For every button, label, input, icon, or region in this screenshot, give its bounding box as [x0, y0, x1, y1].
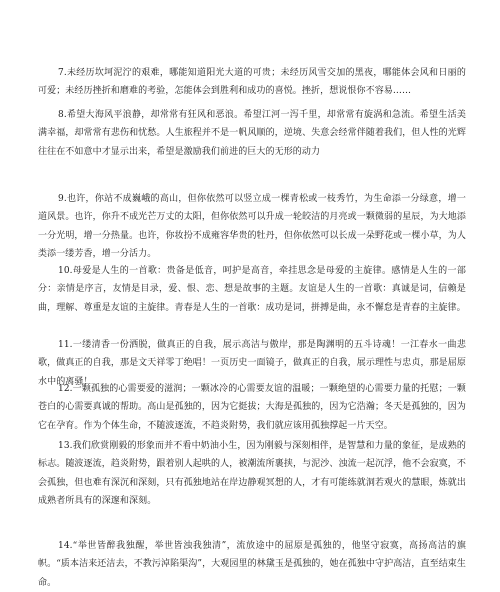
paragraph-text: 未经历坎坷泥泞的艰难，哪能知道阳光大道的可贵；未经历风雪交加的黑夜，哪能体会风和日丽的可爱；未经历挫折和磨难的考验，怎能体会到胜利和成功的喜悦。挫折，想说恨你不容易……	[38, 68, 466, 97]
paragraph-number: 12.	[58, 384, 73, 394]
paragraph-13	[38, 437, 466, 510]
paragraph-text: 一颗孤独的心需要爱的滋润；一颗冰冷的心需要友谊的温暖；一颗绝望的心需要力量的托慰；一颗苍白的心需要真诚的帮助。高山是孤独的，因为它挺拔；大海是孤独的，因为它浩瀚；冬天是孤独的，因为它在孕育。作为个体生命，不随波逐流，不趋炎附势，我们就应该用孤独撑起一片天空。	[38, 384, 466, 431]
paragraph-text: 一缕清香一份洒脱，做真正的自我，展示高洁与傲岸，那是陶渊明的五斗诗魂！一江春水一曲悲歌，做真正的自我，那是文天祥零丁绝唱！一页历史一面镜子，做真正的自我，展示理性与忠贞，那是屈原水中的离骚！	[38, 340, 466, 387]
paragraph-12	[38, 380, 466, 435]
paragraph-number: 13.	[58, 441, 73, 451]
paragraph-10	[38, 262, 466, 317]
paragraph-number: 8.	[58, 110, 67, 120]
paragraph-text: 母爱是人生的一首歌：贵备是低音，呵护是高音，牵挂思念是母爱的主旋律。感情是人生的一部分：亲情是序言，友情是目录，爱、恨、恋、想是故事的主题。友谊是人生的一首歌：真诚是词，信赖是曲，理解、尊重是友谊的主旋律。青春是人生的一首歌：成功是词，拼搏是曲，永不懈怠是青春的主旋律。	[38, 266, 466, 313]
paragraph-text: “举世皆醉我独醒，举世皆浊我独清”，流放途中的屈原是孤独的，他坚守寂寞，高扬高洁的旗帜。“质本洁来还洁去，不教污淖陷渠沟”，大观园里的林黛玉是孤独的，她在孤独中守护高洁，直至结束生命。	[38, 541, 467, 588]
paragraph-number: 7.	[58, 68, 67, 78]
paragraph-text: 我们欣赏刚毅的形象而并不看中奶油小生，因为刚毅与深刻相伴，是智慧和力量的象征，是成熟的标志。随波逐流，趋炎附势，跟着别人起哄的人，被潮流所裹挟，与泥沙、浊流一起沉浮，他不会寂寞，不会孤独，但也难有深沉和深刻，只有孤独地站在岸边静观冥想的人，才有可能练就洞若观火的慧眼，炼就出成熟者所具有的深邃和深刻。	[38, 441, 466, 506]
paragraph-text: 希望大海风平浪静，却常常有狂风和恶浪。希望江河一泻千里，却常常有旋涡和急流。希望生活美满幸福，却常常有悲伤和忧愁。人生旅程并不是一帆风顺的，逆境、失意会经常伴随着我们，但人性的光辉往往在不如意中才显示出来，希望是激励我们前进的巨大的无形的动力	[38, 110, 466, 157]
paragraph-number: 14.	[58, 541, 73, 551]
paragraph-number: 11.	[58, 340, 73, 350]
paragraph-number: 9.	[58, 194, 67, 204]
paragraph-7	[38, 64, 466, 101]
paragraph-8	[38, 106, 466, 161]
paragraph-text: 也许，你站不成巍峨的高山，但你依然可以竖立成一棵青松或一枝秀竹，为生命添一分绿意，增一道风景。也许，你升不成光芒万丈的太阳，但你依然可以升成一轮皎洁的月亮或一颗微弱的星辰，为大地添一分光明，增一分热量。也许，你妆扮不成雍容华贵的牡丹，但你依然可以长成一朵野花或一棵小草，为人类添一缕芳香，增一分活力。	[38, 194, 466, 259]
paragraph-9	[38, 190, 466, 263]
paragraph-14	[38, 537, 466, 592]
paragraph-number: 10.	[58, 266, 73, 276]
